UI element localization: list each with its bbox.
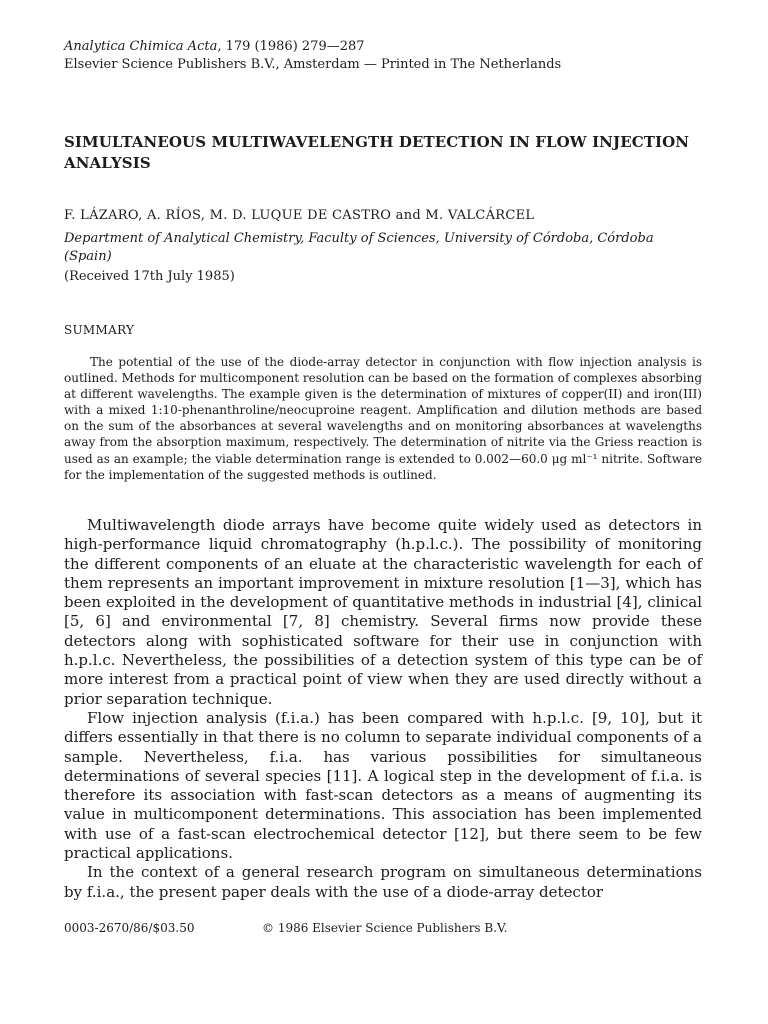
- body-text: [64, 516, 702, 902]
- article-title: SIMULTANEOUS MULTIWAVELENGTH DETECTION IN FLOW INJECTION ANALYSIS: [64, 133, 690, 172]
- footer-copyright: © 1986 Elsevier Science Publishers B.V.: [262, 921, 508, 935]
- journal-volume-pages: , 179 (1986) 279—287: [217, 39, 365, 54]
- body-paragraph: Multiwavelength diode arrays have become quite widely used as detectors in high-performance liquid chromatography (h.p.l.c.). The possibility of monitoring the different components of an eluate at the characteristic wavelength for each of them represents an important improvement in mixture resolution [1—3], which has been exploited in the development of quantitative methods in industrial [4], clinical [5, 6] and environmental [7, 8] chemistry. Several firms now provide these detectors along with sophisticated software for their use in conjunction with h.p.l.c. Nevertheless, the possibilities of a detection system of this type can be of more interest from a practical point of view when they are used directly without a prior separation technique.: [64, 516, 702, 708]
- author-affiliation: Department of Analytical Chemistry, Faculty of Sciences, University of Córdoba, Córdoba (Spain): [64, 231, 654, 264]
- footer-issn-price: 0003-2670/86/$03.50: [64, 921, 195, 935]
- body-paragraph: Flow injection analysis (f.i.a.) has been compared with h.p.l.c. [9, 10], but it differs essentially in that there is no column to separate individual components of a sample. Nevertheless, f.i.a. has various possibilities for simultaneous determinations of several species [11]. A logical step in the development of f.i.a. is therefore its association with fast-scan detectors as a means of augmenting its value in multicomponent determinations. This association has been implemented with use of a fast-scan electrochemical detector [12], but there seem to be few practical applications.: [64, 708, 702, 863]
- journal-citation-line: [64, 38, 365, 56]
- summary-text: The potential of the use of the diode-array detector in conjunction with flow injection analysis is outlined. Methods for multicomponent resolution can be based on the formation of complexes absorbing at different wavelengths. The example given is the determination of mixtures of copper(II) and iron(III) with a mixed 1:10-phenanthroline/neocuproine reagent. Amplification and dilution methods are based on the sum of the absorbances at several wavelengths and on monitoring absorbances at wavelengths away from the absorption maximum, respectively. The determination of nitrite via the Griess reaction is used as an example; the viable determination range is extended to 0.002—60.0 μg ml⁻¹ nitrite. Software for the implementation of the suggested methods is outlined.: [64, 355, 702, 482]
- received-date: (Received 17th July 1985): [64, 269, 235, 284]
- summary-heading: SUMMARY: [64, 323, 135, 337]
- publisher-line: Elsevier Science Publishers B.V., Amsterdam — Printed in The Netherlands: [64, 57, 562, 72]
- body-paragraph: In the context of a general research program on simultaneous determinations by f.i.a., the present paper deals with the use of a diode-array detector: [64, 863, 702, 901]
- article-authors: F. LÁZARO, A. RÍOS, M. D. LUQUE DE CASTRO and M. VALCÁRCEL: [64, 208, 535, 223]
- journal-name: Analytica Chimica Acta: [64, 39, 218, 54]
